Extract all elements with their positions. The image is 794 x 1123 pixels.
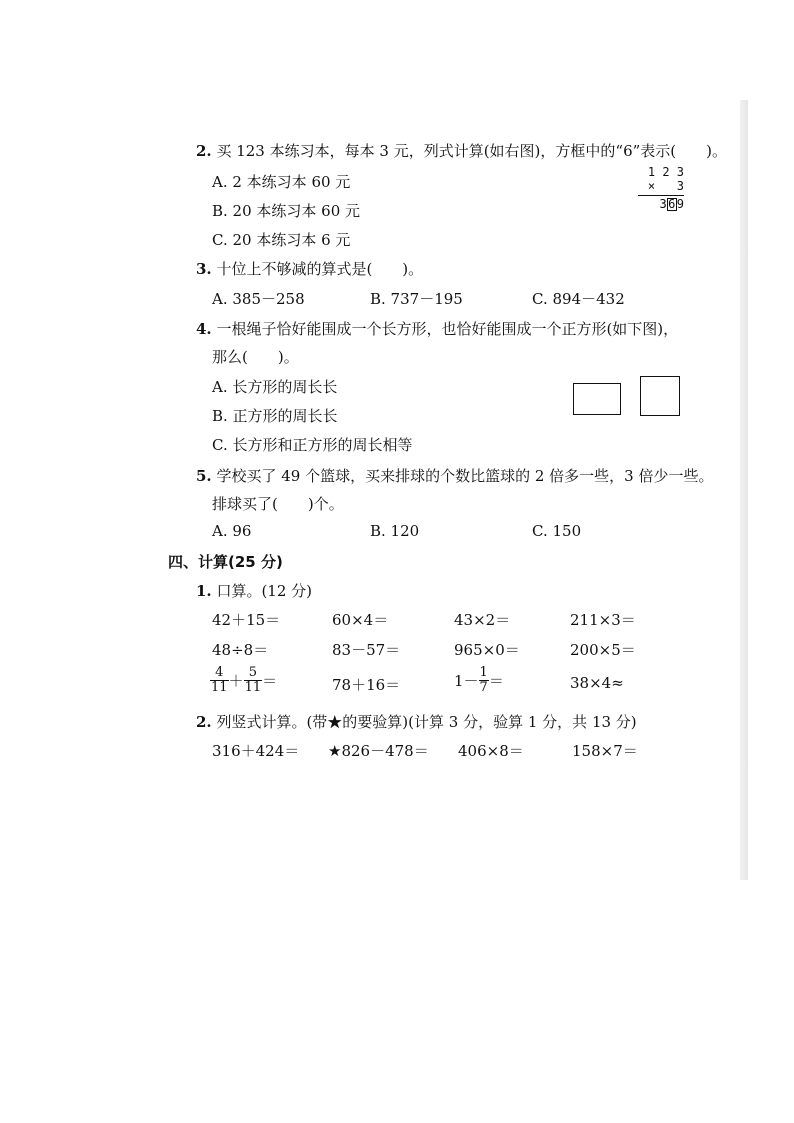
mental-calc-item[interactable]: 83－57＝	[332, 641, 401, 659]
question-5-stem-continued: 排球买了( )个。	[212, 495, 344, 513]
section-4-title: 四、计算(25 分)	[168, 553, 283, 571]
equals-sign: ＝	[488, 672, 504, 690]
product-ones: 9	[676, 197, 684, 211]
mental-calc-item[interactable]: 60×4＝	[332, 611, 389, 629]
mental-calc-item[interactable]: 42＋15＝	[212, 611, 281, 629]
q5-option-c[interactable]: C. 150	[532, 522, 582, 540]
q4-option-c[interactable]: C. 长方形和正方形的周长相等	[212, 436, 413, 454]
question-text: 列竖式计算。(带★的要验算)(计算 3 分，验算 1 分，共 13 分)	[216, 713, 637, 731]
boxed-digit: 6	[668, 197, 676, 211]
question-text: 一根绳子恰好能围成一个长方形，也恰好能围成一个正方形(如下图)，	[216, 320, 679, 338]
mental-calc-item[interactable]: 43×2＝	[454, 611, 511, 629]
question-number: 4.	[196, 320, 212, 338]
calc-divider	[638, 195, 684, 196]
product-row	[638, 198, 684, 212]
plus-sign: ＋	[228, 672, 244, 690]
multiplicand: 1 2 3	[647, 165, 684, 179]
multiplier: 3	[676, 179, 684, 193]
fraction: $\frac{5}{11}$	[244, 665, 262, 695]
q2-option-a[interactable]: A. 2 本练习本 60 元	[212, 173, 351, 191]
q3-option-b[interactable]: B. 737－195	[370, 290, 463, 308]
equals-sign: ＝	[262, 672, 278, 690]
question-number: 3.	[196, 260, 212, 278]
mental-calc-item[interactable]: 965×0＝	[454, 641, 520, 659]
q2-option-c[interactable]: C. 20 本练习本 6 元	[212, 231, 351, 249]
q3-option-c[interactable]: C. 894－432	[532, 290, 625, 308]
question-5-stem	[196, 465, 713, 486]
sub-question-2-title	[196, 711, 637, 732]
q5-option-a[interactable]: A. 96	[212, 522, 252, 540]
mental-calc-item[interactable]: 200×5＝	[570, 641, 636, 659]
mental-calc-item[interactable]: 211×3＝	[570, 611, 636, 629]
question-number: 5.	[196, 467, 212, 485]
question-text: 买 123 本练习本，每本 3 元，列式计算(如右图)，方框中的“6”表示( )。	[216, 142, 727, 160]
expression-prefix: 1－	[454, 672, 479, 690]
product-hundreds: 3	[659, 197, 667, 211]
square-figure	[640, 376, 680, 416]
times-sign: ×	[647, 179, 656, 193]
question-3-stem	[196, 258, 423, 279]
vertical-calc-item[interactable]: 316＋424＝	[212, 742, 300, 760]
question-text: 学校买了 49 个篮球，买来排球的个数比篮球的 2 倍多一些，3 倍少一些。	[216, 467, 714, 485]
question-2-stem	[196, 140, 727, 161]
question-text: 口算。(12 分)	[216, 582, 313, 600]
question-4-stem	[196, 318, 678, 339]
q5-option-b[interactable]: B. 120	[370, 522, 420, 540]
q2-option-b[interactable]: B. 20 本练习本 60 元	[212, 202, 361, 220]
sub-question-1-title	[196, 580, 312, 601]
q4-option-a[interactable]: A. 长方形的周长长	[212, 378, 338, 396]
mental-calc-item[interactable]: 78＋16＝	[332, 676, 401, 694]
fraction: $\frac{1}{7}$	[479, 665, 488, 695]
question-number: 1.	[196, 582, 212, 600]
question-4-stem-continued: 那么( )。	[212, 348, 299, 366]
page-edge-shadow	[740, 100, 748, 880]
vertical-multiplication-diagram	[638, 166, 684, 212]
fraction-calc-item[interactable]	[454, 666, 504, 695]
fraction: $\frac{4}{11}$	[211, 665, 228, 695]
q3-option-a[interactable]: A. 385－258	[212, 290, 305, 308]
rectangle-figure	[573, 383, 621, 415]
vertical-calc-item[interactable]: 158×7＝	[572, 742, 638, 760]
mental-calc-item[interactable]: 48÷8＝	[212, 641, 269, 659]
question-number: 2.	[196, 713, 212, 731]
q4-option-b[interactable]: B. 正方形的周长长	[212, 407, 338, 425]
fraction-calc-item[interactable]	[210, 666, 277, 695]
question-number: 2.	[196, 142, 212, 160]
mental-calc-item[interactable]: 38×4≈	[570, 674, 624, 692]
question-text: 十位上不够减的算式是( )。	[216, 260, 424, 278]
vertical-calc-item-with-check[interactable]: ★826－478＝	[328, 742, 429, 760]
vertical-calc-item[interactable]: 406×8＝	[458, 742, 524, 760]
multiplier-row	[638, 180, 684, 194]
